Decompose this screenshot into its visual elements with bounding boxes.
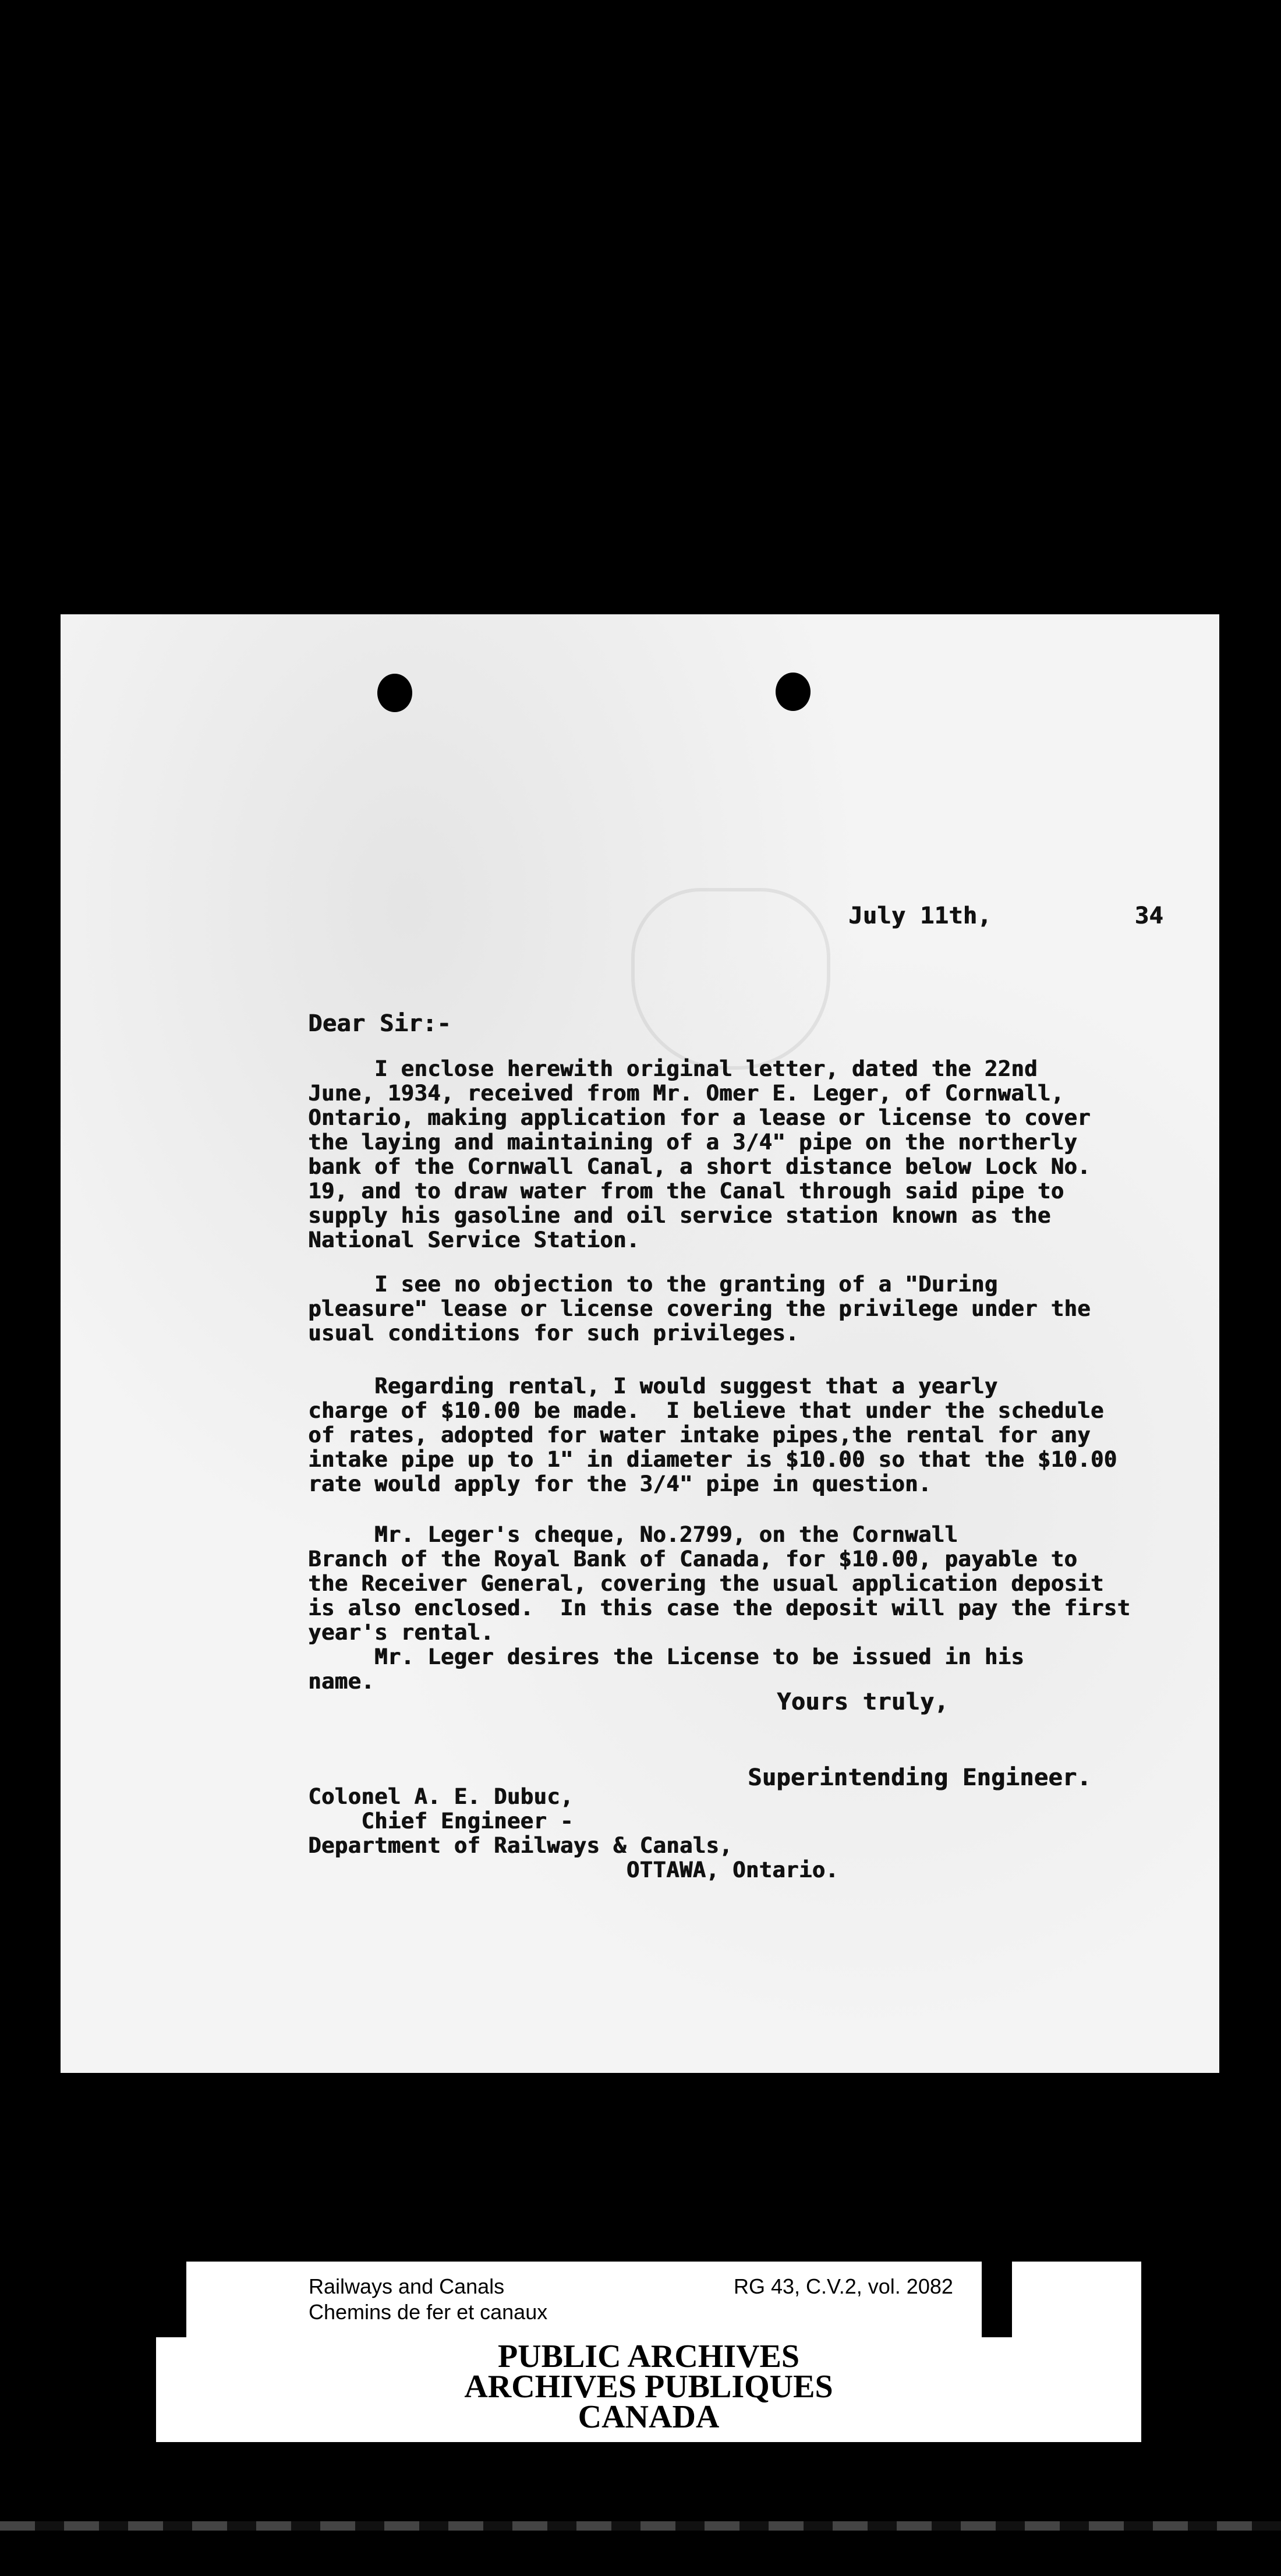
letter-date: July 11th, 34 [848, 903, 1163, 929]
punch-hole-left [377, 674, 412, 712]
archives-line-1: PUBLIC ARCHIVES [497, 2338, 800, 2375]
closing: Yours truly, [777, 1689, 949, 1715]
archive-reference-box [156, 2262, 1012, 2337]
salutation: Dear Sir:- [308, 1010, 451, 1037]
fonds-french: Chemins de fer et canaux [309, 2300, 548, 2324]
paragraph-3: Regarding rental, I would suggest that a yearly charge of $10.00 be made. I believe that under the schedule of rates, adopted for water intake pipes,the rental for any intake pipe up to 1" in diameter is $10.00 so that the $10.00 rate would apply for the 3/4" pipe in question. [308, 1374, 1117, 1496]
faint-seal-mark [631, 888, 830, 1070]
paragraph-4: Mr. Leger's cheque, No.2799, on the Cornwall Branch of the Royal Bank of Canada, for $10.00, payable to the Receiver General, covering the usual application deposit is also enclosed. In this case the deposit will pay the first year's rental. Mr. Leger desires the License to be issued in his name. [308, 1522, 1131, 1694]
archives-line-2: ARCHIVES PUBLIQUES [464, 2369, 833, 2405]
signature-title: Superintending Engineer. [748, 1764, 1091, 1791]
paragraph-2: I see no objection to the granting of a "During pleasure" lease or license covering the privilege under the usual conditions for such privileges. [308, 1272, 1091, 1346]
letter-page [61, 614, 1219, 2073]
paragraph-1: I enclose herewith original letter, dated the 22nd June, 1934, received from Mr. Omer E. Leger, of Cornwall, Ontario, making application for a lease or license to cover the laying and maintaining of a 3/4" pipe on the northerly bank of the Cornwall Canal, a short distance below Lock No. 19, and to draw water from the Canal through said pipe to supply his gasoline and oil service station known as the National Service Station. [308, 1056, 1091, 1252]
addressee-block: Colonel A. E. Dubuc, Chief Engineer - Department of Railways & Canals, OTTAWA, Ontario. [308, 1784, 839, 1883]
punch-hole-right [776, 673, 811, 711]
film-edge-strip [0, 2521, 1281, 2531]
fonds-english: Railways and Canals [309, 2274, 505, 2298]
archives-line-3: CANADA [578, 2399, 720, 2435]
archive-reference: RG 43, C.V.2, vol. 2082 [734, 2274, 953, 2298]
